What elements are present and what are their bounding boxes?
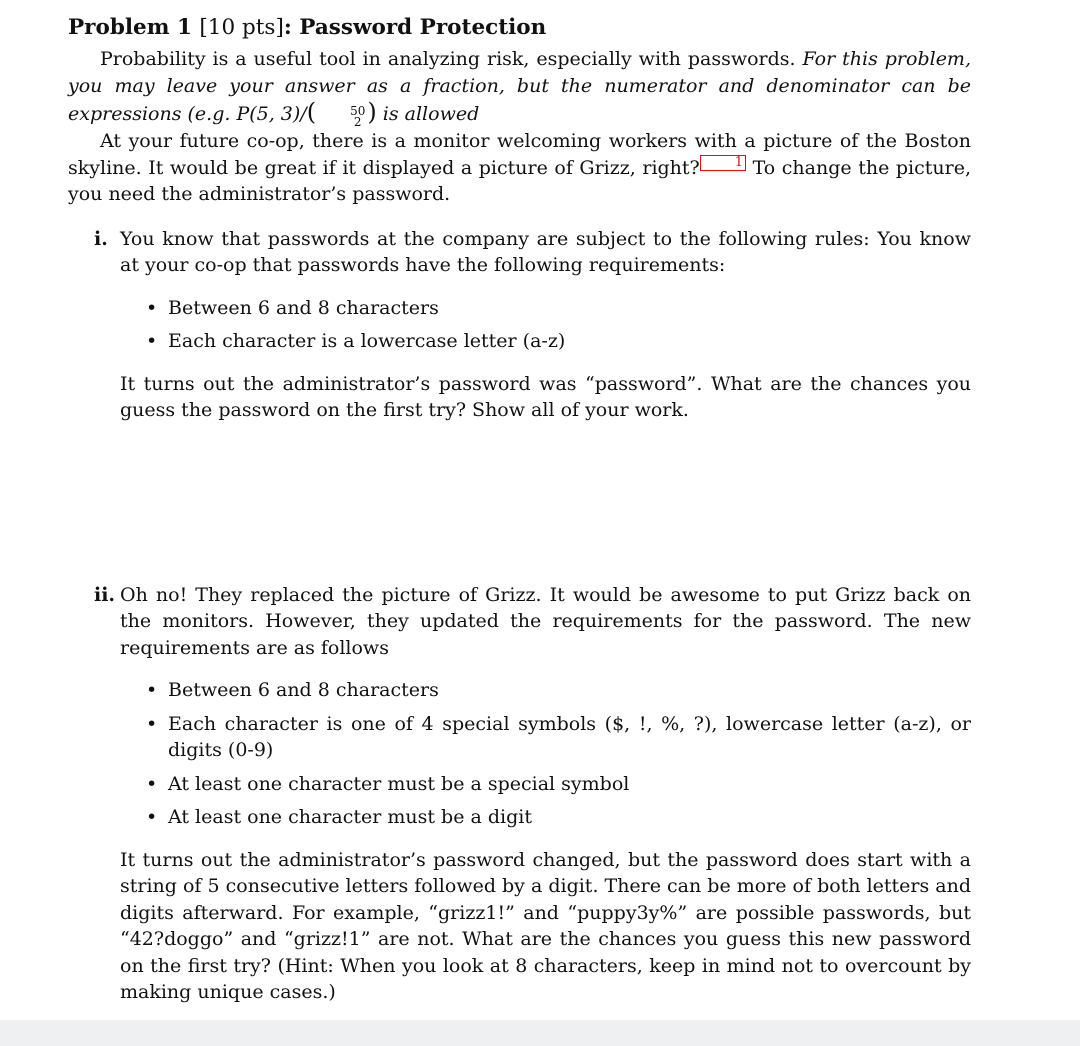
list-item: • At least one character must be a digit [168,804,971,831]
problem-page [68,14,971,1006]
math-expression: P(5, 3)/( 50 2 ) [236,98,377,129]
part-i-question: It turns out the administrator’s password was “password”. What are the chances you guess the password on the first try? Show all of your work. [120,372,971,421]
list-item: • Each character is one of 4 special symbols ($, !, %, ?), lowercase letter (a-z), or digits (0-9) [168,711,971,764]
part-i-requirements [120,295,971,355]
footnote-link[interactable]: 1 [700,155,746,171]
part-i [68,226,971,582]
list-item: • Each character is a lowercase letter (a-z) [168,328,971,355]
part-i-label: i. [94,227,108,250]
bottom-bar [0,1020,1080,1046]
part-ii [68,582,971,1006]
part-ii-label: ii. [94,583,116,606]
part-ii-requirements [120,677,971,831]
list-item: • At least one character must be a special symbol [168,771,971,798]
part-ii-question: It turns out the administrator’s password changed, but the password does start with a string of 5 consecutive letters followed by a digit. There can be more of both letters and digits afterward. For example, “grizz1!” and “puppy3y%” are possible passwords, but “42?doggo” and “grizz!1” are not. What are the chances you guess this new password on the first try? (Hint: When you look at 8 characters, keep in mind not to overcount by making unique cases.) [120,848,972,1003]
list-item: • Between 6 and 8 characters [168,677,971,704]
points-label: [10 pts] [199,15,284,40]
binomial: 50 2 [350,104,366,129]
list-item: • Between 6 and 8 characters [168,295,971,322]
part-i-text: You know that passwords at the company are subject to the following rules: You know at your co-op that passwords have the following requirements: [120,227,971,276]
problem-title: Problem 1 [10 pts]: Password Protection [68,15,547,40]
part-ii-text: Oh no! They replaced the picture of Grizz. It would be awesome to put Grizz back on the monitors. However, they updated the requirements for the password. The new requirements are as follows [120,583,971,659]
intro-paragraph: Probability is a useful tool in analyzing risk, especially with passwords. For this problem, you may leave your answer as a fraction, but the numerator and denominator can be expressions (e.g. P(5, 3)/( 50 2 ) is allowed [68,48,971,129]
answer-space [120,424,971,582]
context-paragraph: At your future co-op, there is a monitor welcoming workers with a picture of the Boston skyline. It would be great if it displayed a picture of Grizz, right? 1 To change the picture, you need the administrator’s password. [68,130,971,205]
